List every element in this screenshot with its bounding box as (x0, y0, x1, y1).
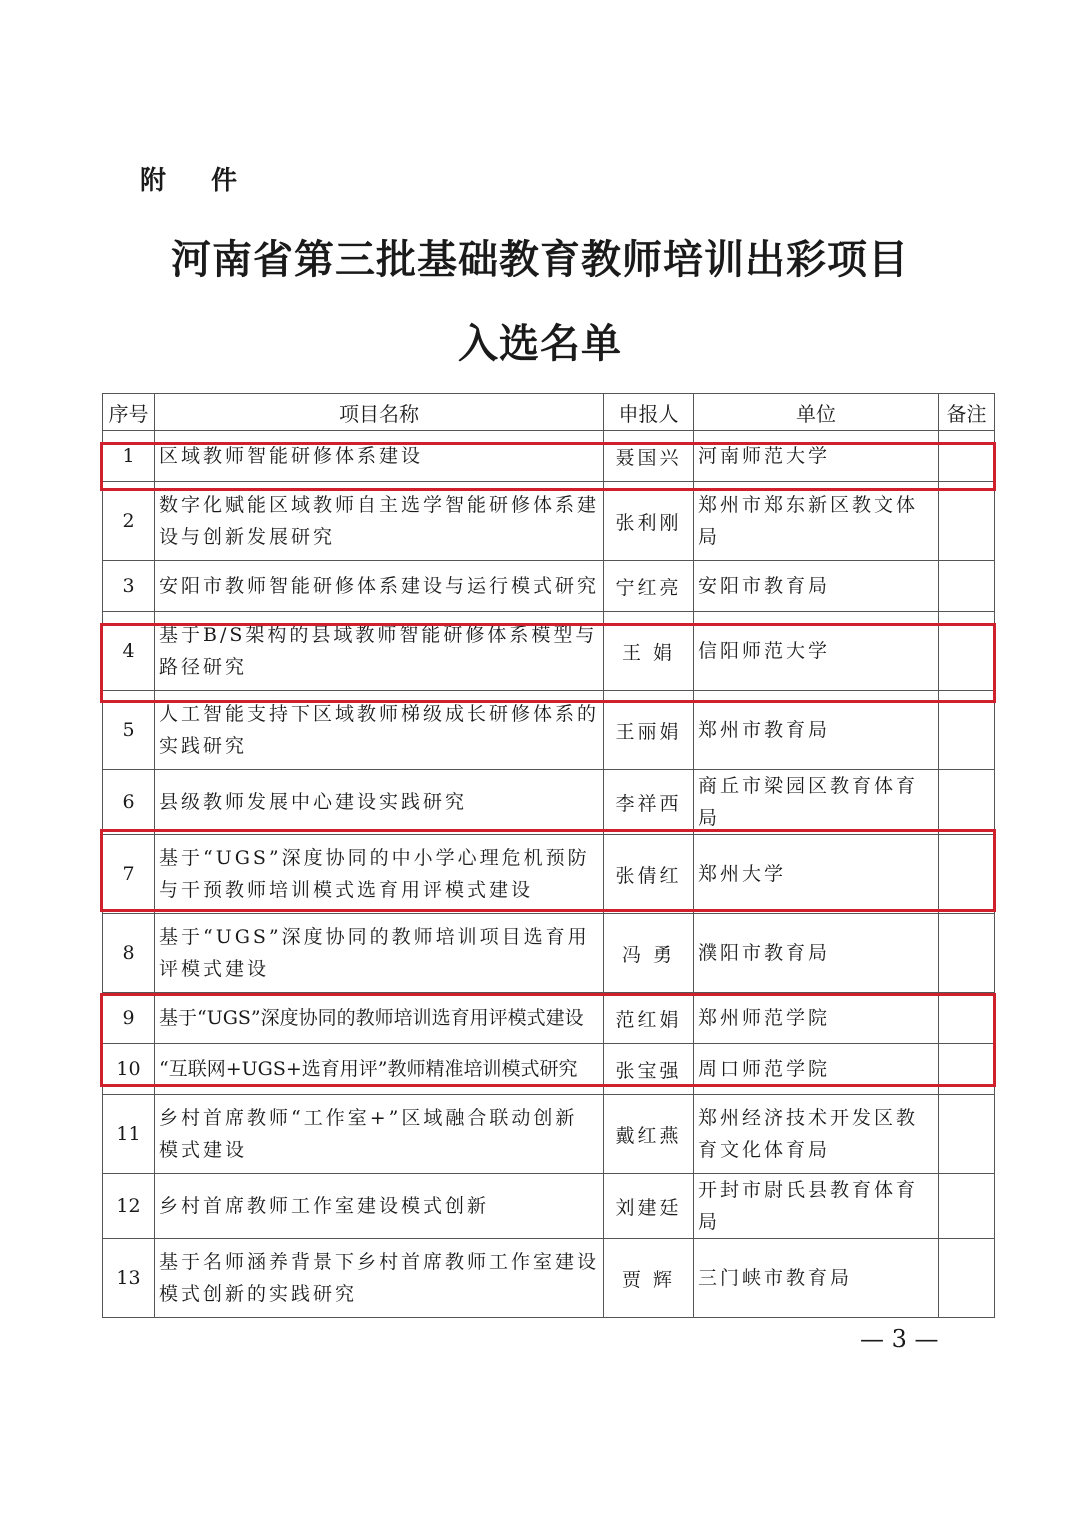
row-number: 5 (103, 691, 155, 770)
project-name: 安阳市教师智能研修体系建设与运行模式研究 (155, 561, 604, 612)
row-number: 8 (103, 914, 155, 993)
applicant: 聂国兴 (604, 431, 694, 482)
table-row (103, 1095, 995, 1174)
document-subtitle: 入选名单 (458, 320, 622, 367)
table-row (103, 1174, 995, 1239)
applicant: 宁红亮 (604, 561, 694, 612)
project-name: 乡村首席教师“工作室+”区域融合联动创新模式建设 (155, 1095, 604, 1174)
project-name: 人工智能支持下区域教师梯级成长研修体系的实践研究 (155, 691, 604, 770)
remarks (939, 431, 995, 482)
row-number: 4 (103, 612, 155, 691)
unit: 三门峡市教育局 (694, 1239, 939, 1318)
table-row (103, 431, 995, 482)
attachment-label: 附 件 (140, 166, 256, 196)
selection-table (102, 393, 995, 1318)
project-name: 基于名师涵养背景下乡村首席教师工作室建设模式创新的实践研究 (155, 1239, 604, 1318)
unit: 郑州市郑东新区教文体局 (694, 482, 939, 561)
applicant: 张宝强 (604, 1044, 694, 1095)
remarks (939, 1095, 995, 1174)
header-applicant: 申报人 (604, 394, 694, 431)
row-number: 3 (103, 561, 155, 612)
unit: 安阳市教育局 (694, 561, 939, 612)
applicant: 戴红燕 (604, 1095, 694, 1174)
project-name: 基于“UGS”深度协同的教师培训项目选育用评模式建设 (155, 914, 604, 993)
project-name: “互联网+UGS+选育用评”教师精准培训模式研究 (155, 1044, 604, 1095)
table-row (103, 1239, 995, 1318)
applicant: 王丽娟 (604, 691, 694, 770)
applicant: 刘建廷 (604, 1174, 694, 1239)
document-title: 河南省第三批基础教育教师培训出彩项目 (171, 236, 909, 283)
unit: 濮阳市教育局 (694, 914, 939, 993)
unit: 信阳师范大学 (694, 612, 939, 691)
row-number: 10 (103, 1044, 155, 1095)
project-name: 基于“UGS”深度协同的中小学心理危机预防与干预教师培训模式选育用评模式建设 (155, 835, 604, 914)
table-row (103, 691, 995, 770)
unit: 周口师范学院 (694, 1044, 939, 1095)
applicant: 张利刚 (604, 482, 694, 561)
remarks (939, 835, 995, 914)
table-row (103, 482, 995, 561)
unit: 郑州大学 (694, 835, 939, 914)
remarks (939, 993, 995, 1044)
row-number: 1 (103, 431, 155, 482)
table-row (103, 561, 995, 612)
table-row (103, 770, 995, 835)
page-number: — 3 — (860, 1325, 939, 1353)
row-number: 12 (103, 1174, 155, 1239)
project-name: 基于“UGS”深度协同的教师培训选育用评模式建设 (155, 993, 604, 1044)
unit: 郑州师范学院 (694, 993, 939, 1044)
table-row (103, 914, 995, 993)
row-number: 2 (103, 482, 155, 561)
row-number: 11 (103, 1095, 155, 1174)
header-number: 序号 (103, 394, 155, 431)
applicant: 王 娟 (604, 612, 694, 691)
unit: 郑州市教育局 (694, 691, 939, 770)
remarks (939, 691, 995, 770)
row-number: 13 (103, 1239, 155, 1318)
remarks (939, 612, 995, 691)
remarks (939, 1239, 995, 1318)
header-remarks: 备注 (939, 394, 995, 431)
unit: 商丘市梁园区教育体育局 (694, 770, 939, 835)
applicant: 李祥西 (604, 770, 694, 835)
row-number: 6 (103, 770, 155, 835)
project-name: 乡村首席教师工作室建设模式创新 (155, 1174, 604, 1239)
project-name: 数字化赋能区域教师自主选学智能研修体系建设与创新发展研究 (155, 482, 604, 561)
remarks (939, 1174, 995, 1239)
row-number: 7 (103, 835, 155, 914)
table-row (103, 612, 995, 691)
table-row (103, 993, 995, 1044)
table-header-row (103, 394, 995, 431)
project-name: 基于B/S架构的县域教师智能研修体系模型与路径研究 (155, 612, 604, 691)
table-row (103, 1044, 995, 1095)
applicant: 贾 辉 (604, 1239, 694, 1318)
header-unit: 单位 (694, 394, 939, 431)
remarks (939, 1044, 995, 1095)
remarks (939, 770, 995, 835)
table-row (103, 835, 995, 914)
unit: 开封市尉氏县教育体育局 (694, 1174, 939, 1239)
header-project-name: 项目名称 (155, 394, 604, 431)
applicant: 冯 勇 (604, 914, 694, 993)
unit: 河南师范大学 (694, 431, 939, 482)
row-number: 9 (103, 993, 155, 1044)
remarks (939, 914, 995, 993)
remarks (939, 482, 995, 561)
project-name: 区域教师智能研修体系建设 (155, 431, 604, 482)
unit: 郑州经济技术开发区教育文化体育局 (694, 1095, 939, 1174)
remarks (939, 561, 995, 612)
applicant: 张倩红 (604, 835, 694, 914)
project-name: 县级教师发展中心建设实践研究 (155, 770, 604, 835)
applicant: 范红娟 (604, 993, 694, 1044)
